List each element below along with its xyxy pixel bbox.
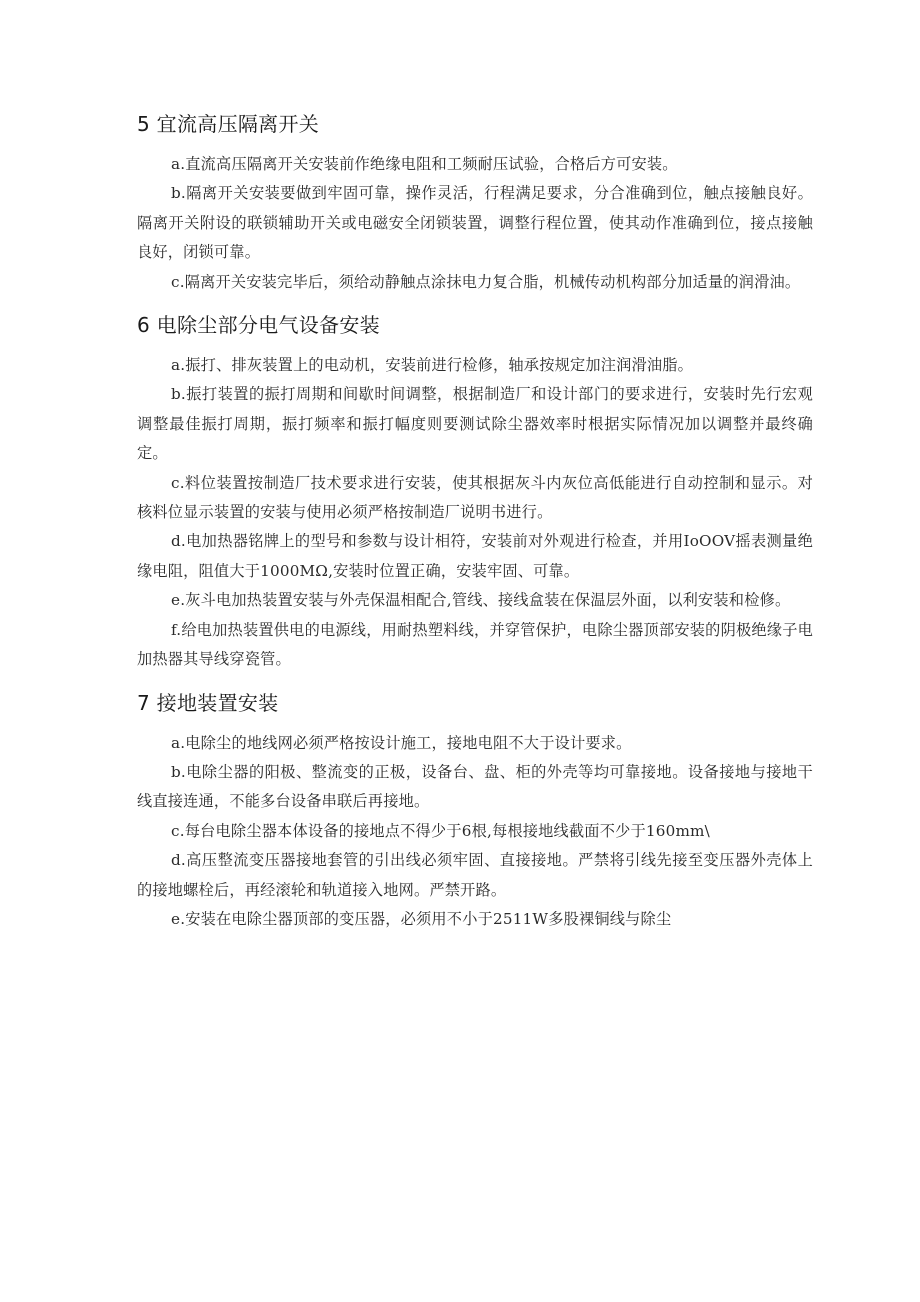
paragraph: d.高压整流变压器接地套管的引出线必须牢固、直接接地。严禁将引线先接至变压器外壳体上的接地螺栓后，再经滚轮和轨道接入地网。严禁开路。: [137, 851, 813, 899]
paragraph: c.每台电除尘器本体设备的接地点不得少于6根,每根接地线截面不少于160mm\: [171, 821, 710, 840]
paragraph: b.隔离开关安装要做到牢固可靠，操作灵活，行程满足要求，分合准确到位，触点接触良好。隔离开关附设的联锁辅助开关或电磁安全闭锁装置，调整行程位置，使其动作准确到位，接点接触良好，闭锁可靠。: [137, 184, 813, 262]
paragraph: d.电加热器铭牌上的型号和参数与设计相符，安装前对外观进行检查，并用IoOOV摇表测量绝缘电阻，阻值大于1000MΩ,安装时位置正确，安装牢固、可靠。: [137, 532, 813, 580]
paragraph: e.灰斗电加热装置安装与外壳保温相配合,管线、接线盒装在保温层外面，以利安装和检修。: [171, 591, 791, 610]
section-title: 6 电除尘部分电气设备安装: [137, 313, 380, 338]
paragraph: c.料位装置按制造厂技术要求进行安装，使其根据灰斗内灰位高低能进行自动控制和显示。对核料位显示装置的安装与使用必须严格按制造厂说明书进行。: [137, 473, 813, 522]
paragraph: f.给电加热装置供电的电源线，用耐热塑料线，并穿管保护，电除尘器顶部安装的阴极绝缘子电加热器其导线穿瓷管。: [137, 620, 813, 669]
section-6: [137, 311, 813, 674]
paragraph: e.安装在电除尘器顶部的变压器，必须用不小于2511W多股裸铜线与除尘: [171, 909, 672, 928]
paragraph: a.直流高压隔离开关安装前作绝缘电阻和工频耐压试验，合格后方可安装。: [171, 155, 678, 173]
paragraph: b.振打装置的振打周期和间歇时间调整，根据制造厂和设计部门的要求进行，安装时先行宏观调整最佳振打周期，振打频率和振打幅度则要测试除尘器效率时根据实际情况加以调整并最终确定。: [137, 385, 813, 463]
document-page: [137, 110, 813, 948]
paragraph: a.电除尘的地线网必须严格按设计施工，接地电阻不大于设计要求。: [171, 733, 632, 752]
section-7: [137, 689, 813, 935]
paragraph: c.隔离开关安装完毕后，须给动静触点涂抹电力复合脂，机械传动机构部分加适量的润滑油。: [171, 272, 801, 291]
section-5: [137, 110, 813, 297]
section-title: 7 接地装置安装: [137, 690, 279, 715]
paragraph: b.电除尘器的阳极、整流变的正极，设备台、盘、柜的外壳等均可靠接地。设备接地与接地干线直接连通，不能多台设备串联后再接地。: [137, 762, 813, 811]
section-title: 5 宜流高压隔离开关: [137, 112, 320, 136]
paragraph: a.振打、排灰装置上的电动机，安装前进行检修，轴承按规定加注润滑油脂。: [171, 356, 694, 375]
